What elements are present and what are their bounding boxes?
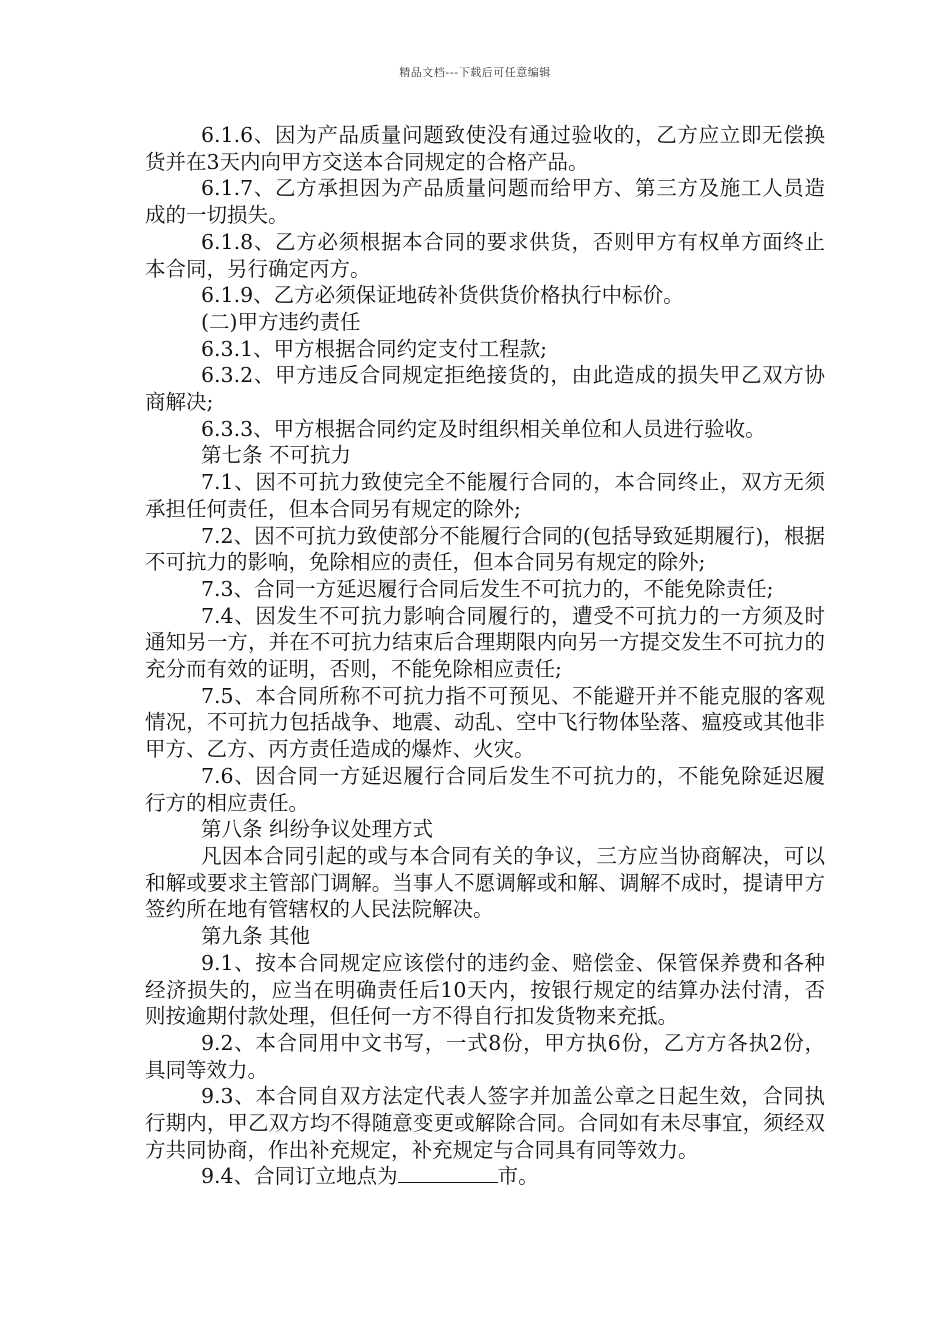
article-9-heading: 第九条 其他 <box>201 924 311 949</box>
clause-7-6: 7.6、因合同一方延迟履行合同后发生不可抗力的，不能免除延迟履行方的相应责任。 <box>145 763 825 815</box>
clause-9-4-suffix: 市。 <box>497 1164 539 1189</box>
clause-9-1: 9.1、按本合同规定应该偿付的违约金、赔偿金、保管保养费和各种经济损失的，应当在明确责任后10天内，按银行规定的结算办法付清，否则按逾期付款处理，但任何一方不得自行扣发货物来充抵。 <box>145 950 825 1029</box>
clause-6-1-6: 6.1.6、因为产品质量问题致使没有通过验收的，乙方应立即无偿换货并在3天内向甲方交送本合同规定的合格产品。 <box>145 123 825 174</box>
clause-9-4-text: 9.4、合同订立地点为 <box>201 1164 398 1189</box>
clause-6-3-3: 6.3.3、甲方根据合同约定及时组织相关单位和人员进行验收。 <box>201 416 766 441</box>
article-8-heading: 第八条 纠纷争议处理方式 <box>201 817 434 842</box>
location-blank <box>398 1164 498 1183</box>
clause-7-1: 7.1、因不可抗力致使完全不能履行合同的，本合同终止，双方无须承担任何责任，但本合同另有规定的除外; <box>145 470 825 521</box>
clause-8-text: 凡因本合同引起的或与本合同有关的争议，三方应当协商解决，可以和解或要求主管部门调解。当事人不愿调解或和解、调解不成时，提请甲方签约所在地有管辖权的人民法院解决。 <box>145 843 825 922</box>
clause-9-4 <box>145 1163 825 1190</box>
clause-7-5: 7.5、本合同所称不可抗力指不可预见、不能避开并不能克服的客观情况，不可抗力包括战争、地震、动乱、空中飞行物体坠落、瘟疫或其他非甲方、乙方、丙方责任造成的爆炸、火灾。 <box>145 683 825 762</box>
clause-6-1-9: 6.1.9、乙方必须保证地砖补货供货价格执行中标价。 <box>201 283 684 308</box>
clause-9-3: 9.3、本合同自双方法定代表人签字并加盖公章之日起生效，合同执行期内，甲乙双方均不得随意变更或解除合同。合同如有未尽事宜，须经双方共同协商，作出补充规定，补充规定与合同具有同等效力。 <box>145 1084 825 1162</box>
clause-6-1-8: 6.1.8、乙方必须根据本合同的要求供货，否则甲方有权单方面终止本合同，另行确定丙方。 <box>145 229 825 281</box>
clause-7-4: 7.4、因发生不可抗力影响合同履行的，遭受不可抗力的一方须及时通知另一方，并在不可抗力结束后合理期限内向另一方提交发生不可抗力的充分而有效的证明，否则，不能免除相应责任; <box>145 603 825 682</box>
clause-6-3-2: 6.3.2、甲方违反合同规定拒绝接货的，由此造成的损失甲乙双方协商解决; <box>145 363 825 415</box>
clause-9-2: 9.2、本合同用中文书写，一式8份，甲方执6份，乙方方各执2份，具同等效力。 <box>145 1030 825 1082</box>
section-party-a-liability: (二)甲方违约责任 <box>201 309 361 334</box>
contract-body <box>145 122 825 1190</box>
page-header: 精品文档---下载后可任意编辑 <box>399 66 551 79</box>
clause-6-1-7: 6.1.7、乙方承担因为产品质量问题而给甲方、第三方及施工人员造成的一切损失。 <box>145 176 825 228</box>
clause-7-3: 7.3、合同一方延迟履行合同后发生不可抗力的，不能免除责任; <box>201 576 774 601</box>
article-7-heading: 第七条 不可抗力 <box>201 443 352 468</box>
clause-6-3-1: 6.3.1、甲方根据合同约定支付工程款; <box>201 336 548 361</box>
clause-7-2: 7.2、因不可抗力致使部分不能履行合同的(包括导致延期履行)，根据不可抗力的影响，免除相应的责任，但本合同另有规定的除外; <box>145 523 825 575</box>
